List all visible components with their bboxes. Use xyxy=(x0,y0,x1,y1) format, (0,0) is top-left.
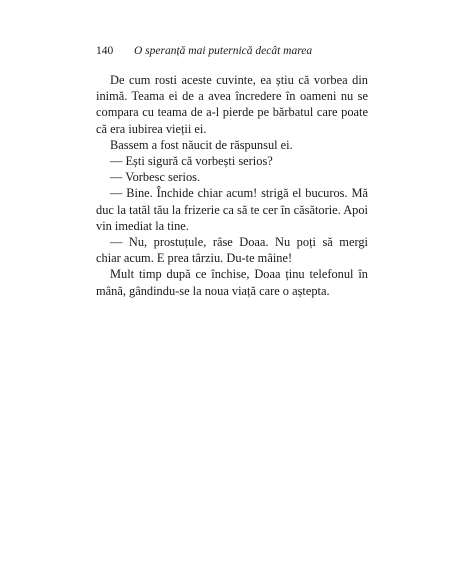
page-number: 140 xyxy=(96,45,114,57)
paragraph-4: — Vorbesc serios. xyxy=(110,170,201,185)
paragraph-5: — Bine. Închide chiar acum! strigă el bucuros. Mă duc la tatăl tău la frizerie ca să te cer în căsătorie. Apoi vin imediat la tine. xyxy=(96,186,368,233)
book-title: O speranță mai puternică decât marea xyxy=(134,45,313,57)
paragraph-2: Bassem a fost năucit de răspunsul ei. xyxy=(110,137,293,152)
body-text xyxy=(96,72,368,299)
paragraph-6: — Nu, prostuțule, râse Doaa. Nu poți să mergi chiar acum. E prea târziu. Du-te mâine! xyxy=(96,235,368,266)
paragraph-3: — Ești sigură că vorbești serios? xyxy=(110,154,273,169)
paragraph-1: De cum rosti aceste cuvinte, ea știu că vorbea din inimă. Teama ei de a avea încredere în oameni nu se compara cu teama de a-l pierde pe bărbatul care poate că era iubirea vieții ei. xyxy=(96,73,368,136)
running-header xyxy=(96,44,366,58)
paragraph-7: Mult timp după ce închise, Doaa ținu telefonul în mână, gândindu-se la noua viață care o aștepta. xyxy=(96,267,368,298)
